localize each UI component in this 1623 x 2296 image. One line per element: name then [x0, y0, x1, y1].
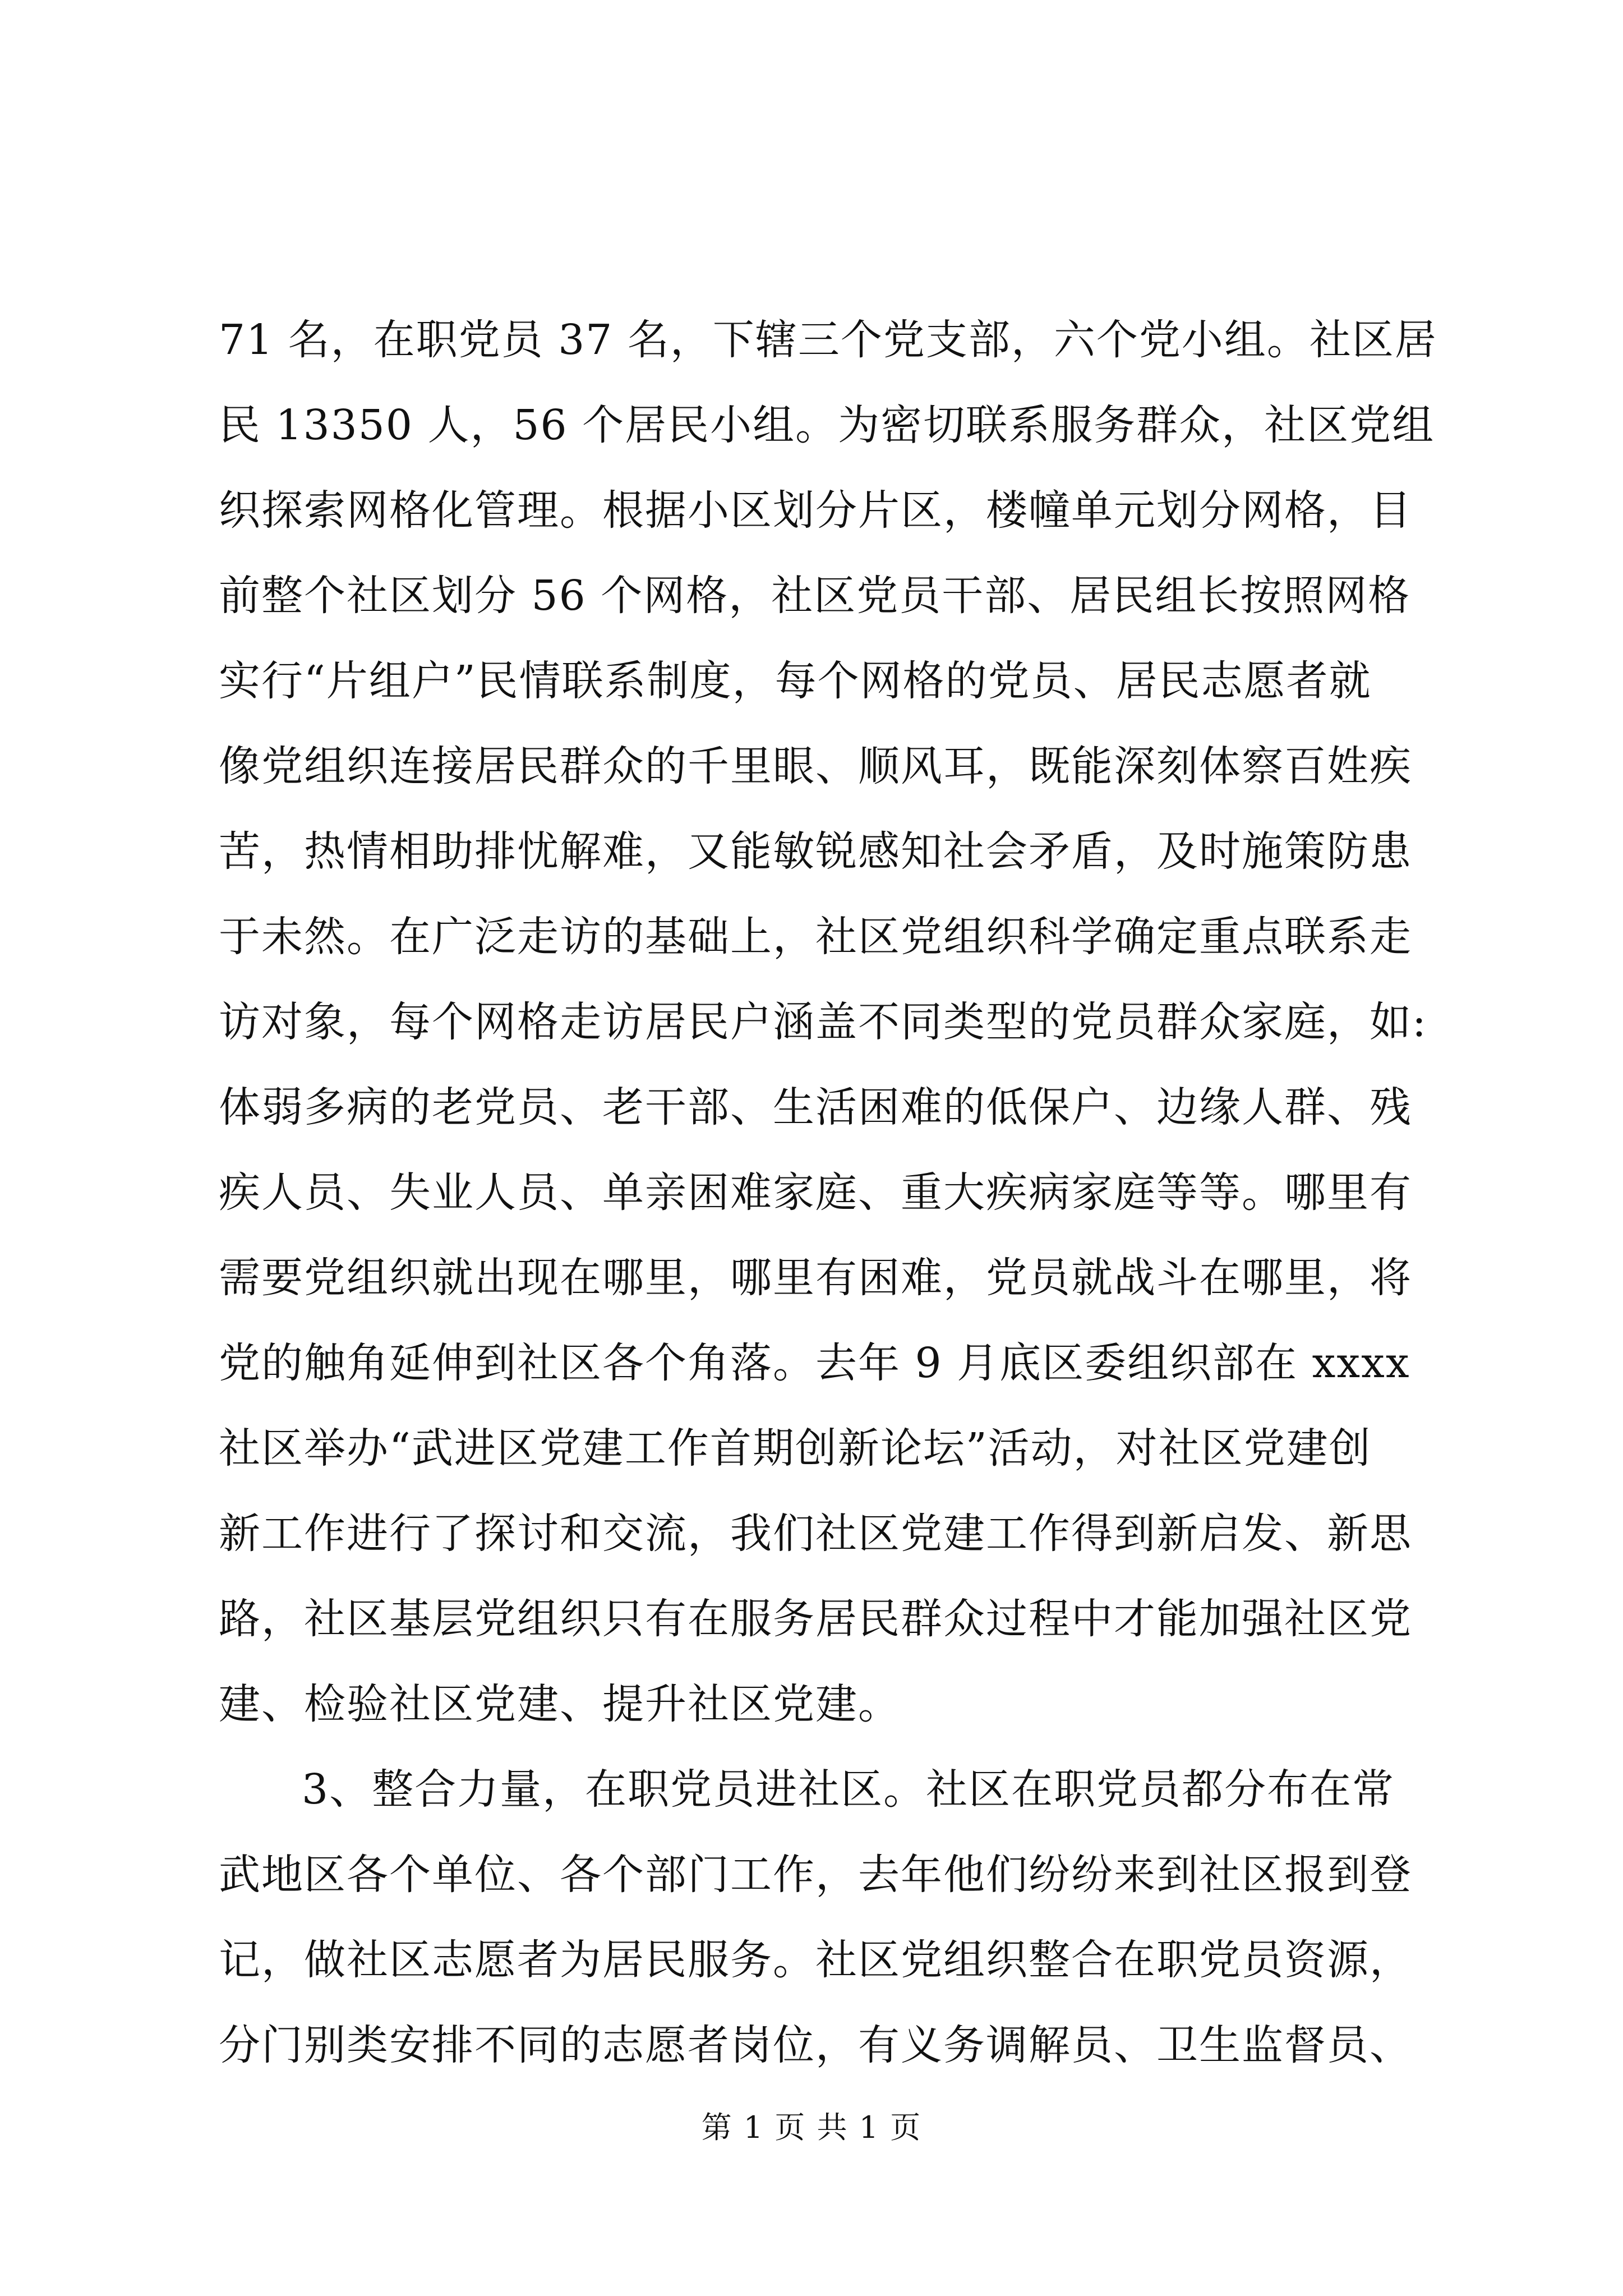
text-line: 记，做社区志愿者为居民服务。社区党组织整合在职党员资源， [219, 1936, 1412, 1984]
text-line: 71 名，在职党员 37 名，下辖三个党支部，六个党小组。社区居 [219, 316, 1437, 364]
text-line: 需要党组织就出现在哪里，哪里有困难，党员就战斗在哪里，将 [219, 1254, 1412, 1302]
text-line: 建、检验社区党建、提升社区党建。 [219, 1680, 901, 1728]
paragraph-start-line: 3、整合力量，在职党员进社区。社区在职党员都分布在常 [302, 1765, 1395, 1814]
text-line: 党的触角延伸到社区各个角落。去年 9 月底区委组织部在 xxxx [219, 1339, 1410, 1387]
text-line: 实行“片组户”民情联系制度，每个网格的党员、居民志愿者就 [219, 657, 1372, 705]
text-line: 体弱多病的老党员、老干部、生活困难的低保户、边缘人群、残 [219, 1083, 1412, 1131]
text-line: 访对象，每个网格走访居民户涵盖不同类型的党员群众家庭，如: [219, 998, 1427, 1046]
text-line: 像党组织连接居民群众的千里眼、顺风耳，既能深刻体察百姓疾 [219, 742, 1412, 790]
text-line: 新工作进行了探讨和交流，我们社区党建工作得到新启发、新思 [219, 1510, 1412, 1558]
text-line: 前整个社区划分 56 个网格，社区党员干部、居民组长按照网格 [219, 572, 1411, 620]
text-line: 路，社区基层党组织只有在服务居民群众过程中才能加强社区党 [219, 1595, 1412, 1643]
text-line: 苦，热情相助排忧解难，又能敏锐感知社会矛盾，及时施策防患 [219, 827, 1412, 876]
text-line: 织探索网格化管理。根据小区划分片区，楼幢单元划分网格，目 [219, 486, 1412, 535]
text-line: 武地区各个单位、各个部门工作，去年他们纷纷来到社区报到登 [219, 1851, 1412, 1899]
text-line: 疾人员、失业人员、单亲困难家庭、重大疾病家庭等等。哪里有 [219, 1168, 1412, 1217]
text-line: 社区举办“武进区党建工作首期创新论坛”活动，对社区党建创 [219, 1424, 1372, 1473]
text-line: 民 13350 人，56 个居民小组。为密切联系服务群众，社区党组 [219, 401, 1435, 449]
body-text [219, 297, 1437, 2088]
page-footer: 第 1 页 共 1 页 [701, 2110, 922, 2145]
text-line: 于未然。在广泛走访的基础上，社区党组织科学确定重点联系走 [219, 913, 1412, 961]
text-line: 分门别类安排不同的志愿者岗位，有义务调解员、卫生监督员、 [219, 2021, 1412, 2069]
